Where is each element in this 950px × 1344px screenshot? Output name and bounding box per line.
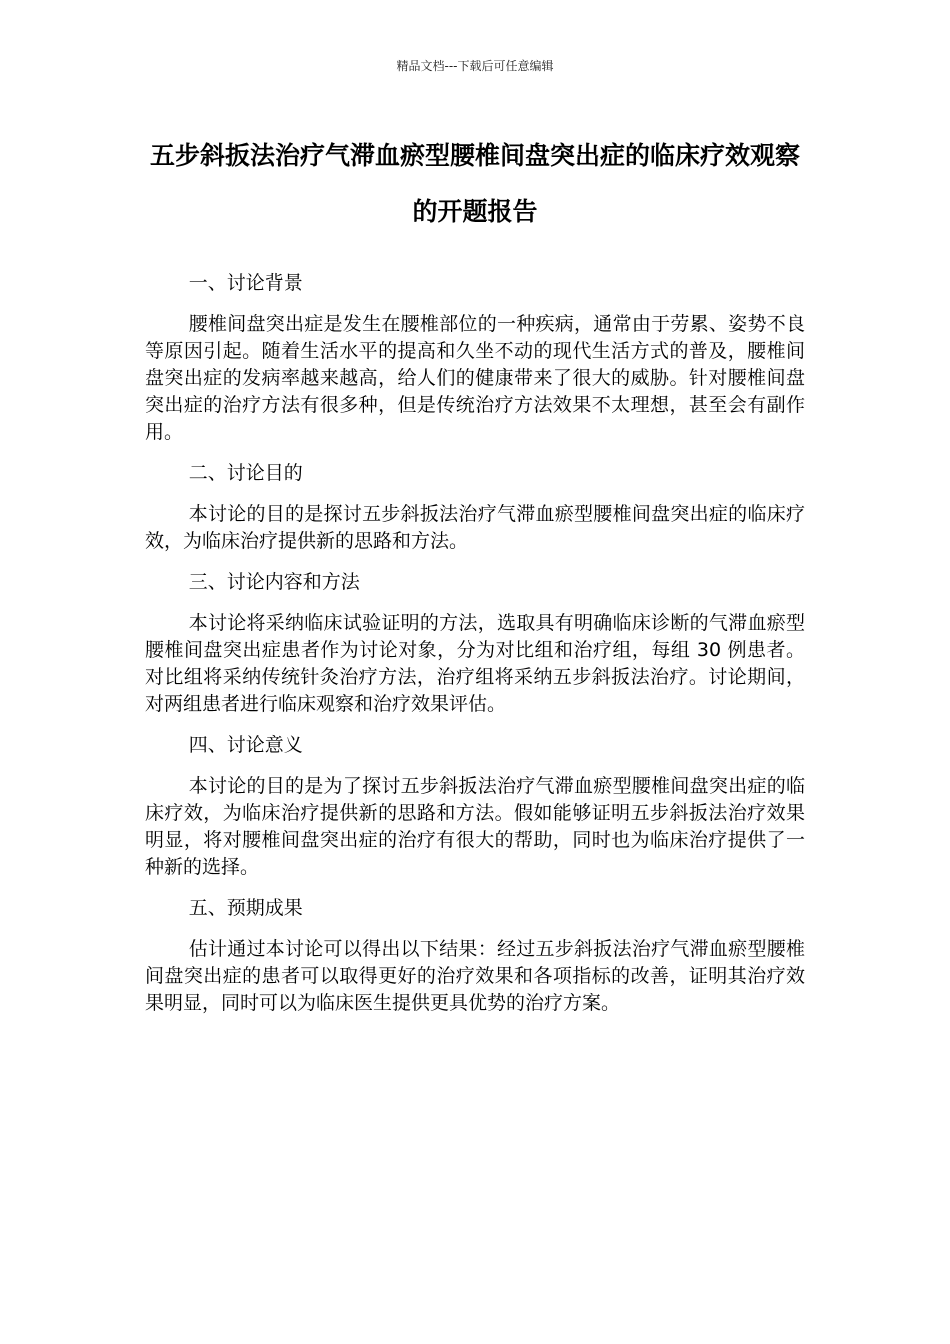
- section-paragraph-background: 腰椎间盘突出症是发生在腰椎部位的一种疾病，通常由于劳累、姿势不良等原因引起。随着生活水平的提高和久坐不动的现代生活方式的普及，腰椎间盘突出症的发病率越来越高，给人们的健康带来了很大的威胁。针对腰椎间盘突出症的治疗方法有很多种，但是传统治疗方法效果不太理想，甚至会有副作用。: [145, 313, 805, 443]
- section-heading-expected-results: 五、预期成果: [188, 897, 303, 919]
- section-paragraph-purpose: 本讨论的目的是探讨五步斜扳法治疗气滞血瘀型腰椎间盘突出症的临床疗效，为临床治疗提供新的思路和方法。: [145, 503, 805, 552]
- section-heading-purpose: 二、讨论目的: [188, 462, 303, 484]
- section-paragraph-expected-results: 估计通过本讨论可以得出以下结果：经过五步斜扳法治疗气滞血瘀型腰椎间盘突出症的患者可以取得更好的治疗效果和各项指标的改善，证明其治疗效果明显，同时可以为临床医生提供更具优势的治疗方案。: [145, 938, 805, 1014]
- section-heading-significance: 四、讨论意义: [188, 734, 303, 756]
- document-title: 五步斜扳法治疗气滞血瘀型腰椎间盘突出症的临床疗效观察的开题报告: [149, 141, 800, 226]
- document-body: [145, 270, 805, 1031]
- section-heading-content-methods: 三、讨论内容和方法: [188, 571, 360, 593]
- section-heading-background: 一、讨论背景: [188, 272, 303, 294]
- page-header-note: 精品文档---下载后可任意编辑: [396, 59, 554, 73]
- section-paragraph-content-methods: 本讨论将采纳临床试验证明的方法，选取具有明确临床诊断的气滞血瘀型腰椎间盘突出症患者作为讨论对象，分为对比组和治疗组，每组 30 例患者。对比组将采纳传统针灸治疗方法，治疗组将采纳五步斜扳法治疗。讨论期间，对两组患者进行临床观察和治疗效果评估。: [145, 612, 805, 715]
- section-paragraph-significance: 本讨论的目的是为了探讨五步斜扳法治疗气滞血瘀型腰椎间盘突出症的临床疗效，为临床治疗提供新的思路和方法。假如能够证明五步斜扳法治疗效果明显，将对腰椎间盘突出症的治疗有很大的帮助，同时也为临床治疗提供了一种新的选择。: [145, 775, 805, 878]
